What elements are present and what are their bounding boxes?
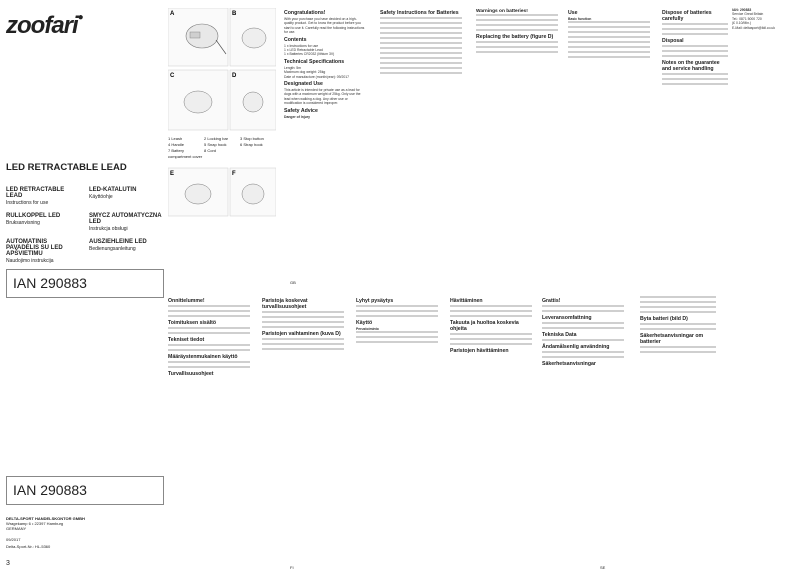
p1-col-4 xyxy=(568,8,650,61)
p1-col-1 xyxy=(284,8,366,119)
section-heading: Käyttö xyxy=(356,320,373,326)
sub-heading: Perustoiminto xyxy=(356,327,379,331)
ian-number: IAN 290883 xyxy=(13,482,87,498)
section-heading: Säkerhetsanvisningar om batterier xyxy=(640,333,704,345)
ian-number: IAN 290883 xyxy=(13,275,87,291)
battery-warning: Warnings on batteries! xyxy=(476,9,528,14)
section-heading: Paristoja koskevat turvallisuusohjeet xyxy=(262,298,308,310)
section-heading: Safety Instructions for Batteries xyxy=(380,10,459,16)
paw-icon: ● xyxy=(77,12,83,23)
lang-sub: Naudojimo instrukcija xyxy=(6,258,54,264)
footer-ref: Delta-Sport-Nr.: HL-5360 xyxy=(6,544,51,549)
section-heading: Leveransomfattning xyxy=(542,315,592,321)
lang-name: LED RETRACTABLE LEAD xyxy=(6,187,65,199)
lang-pl xyxy=(89,213,164,232)
page-lang-label: SE xyxy=(600,565,606,570)
lang-sub: Instrukcja obsługi xyxy=(89,226,128,232)
use-text: This article is intended for private use as a lead for dogs with a maximum weight of 25kg. Only use the lead when walking a dog. Any other use or modification is considered improper. xyxy=(284,88,361,106)
section-heading: Onnittelumme! xyxy=(168,298,205,304)
footer-address xyxy=(6,516,85,549)
p2-col-4 xyxy=(450,296,532,355)
section-heading: Toimituksen sisältö xyxy=(168,320,217,326)
p1-col-3 xyxy=(476,8,558,56)
intro-text: With your purchase you have decided on a high-quality product. Get to know the product before you start to use it. Carefully read the following instructions for use. xyxy=(284,17,365,35)
lang-de xyxy=(89,239,164,264)
brand-logo xyxy=(6,12,164,40)
section-heading: Määräystenmukainen käyttö xyxy=(168,354,238,360)
section-heading: Paristojen hävittäminen xyxy=(450,348,509,354)
content-item: 1 x LED Retractable Lead xyxy=(284,48,323,53)
contact-email: E-Mail: deltasport@lidl.co.uk xyxy=(732,25,776,30)
section-heading: Disposal xyxy=(662,38,684,44)
legend-item: 1 Leash xyxy=(168,136,183,141)
language-list xyxy=(6,187,164,264)
p1-col-2 xyxy=(380,8,462,77)
section-heading: Tekniska Data xyxy=(542,332,577,338)
section-heading: Hävittäminen xyxy=(450,298,483,304)
tech-item: Maximum dog weight: 25kg xyxy=(284,70,326,75)
section-heading: Safety Advice xyxy=(284,107,318,114)
content-item: 1 x Batteries CR2032 (lithium 3V) xyxy=(284,52,335,57)
section-heading: Takuuta ja huoltoa koskevia ohjeita xyxy=(450,320,519,332)
company-name: DELTA-SPORT HANDELSKONTOR GMBH xyxy=(6,516,85,521)
legend-item: 5 Snap hook xyxy=(204,142,227,147)
lang-name: SMYCZ AUTOMATYCZNA LED xyxy=(89,213,162,225)
section-heading: Turvallisuusohjeet xyxy=(168,371,214,377)
section-heading: Grattis! xyxy=(542,298,561,304)
section-heading: Use xyxy=(568,10,578,16)
figure-b-drawing xyxy=(242,28,266,48)
danger-heading: Danger of Injury xyxy=(284,114,310,119)
section-heading: Replacing the battery (figure D) xyxy=(476,34,554,41)
figure-label-f: F xyxy=(232,171,236,177)
content-item: 1 x Instructions for use xyxy=(284,43,319,48)
section-heading: Paristojen vaihtaminen (kuva D) xyxy=(262,331,341,337)
section-heading: Notes on the guarantee and service handling xyxy=(662,60,720,72)
figure-c-drawing xyxy=(184,91,212,113)
lang-sub: Bruksanvisning xyxy=(6,220,40,226)
page-lang-label: FI xyxy=(290,565,294,570)
brand-name: zoofari xyxy=(6,12,78,39)
p1-col-5 xyxy=(662,8,728,88)
legend-item: 3 Stop button xyxy=(240,136,264,141)
sub-heading: Basic function xyxy=(568,17,592,21)
contact-rate: (£ 0.10/Min.) xyxy=(732,21,752,26)
contact-tel: Tel.: 0871 5000 720 xyxy=(732,16,762,21)
tech-item: Date of manufacture (month/year): 09/2017 xyxy=(284,74,350,79)
service-contact xyxy=(732,8,796,30)
figure-label-e: E xyxy=(170,171,175,177)
section-heading: Congratulations! xyxy=(284,10,326,16)
button-drawing xyxy=(190,32,200,38)
contact-ian: IAN: 290883 xyxy=(732,8,752,12)
lang-sub: Käyttöohje xyxy=(89,194,113,200)
legend-item: 4 Handle xyxy=(168,142,185,147)
page-number: 3 xyxy=(6,560,10,567)
section-heading: Lyhyt pysäytys xyxy=(356,298,394,304)
footer-date: 09/2017 xyxy=(6,537,21,542)
section-heading: Säkerhetsanvisningar xyxy=(542,361,596,367)
lang-lt xyxy=(6,239,81,264)
lang-sub: Instructions for use xyxy=(6,200,49,206)
battery-drawing xyxy=(243,92,263,112)
section-heading: Contents xyxy=(284,36,307,43)
p2-col-2 xyxy=(262,296,344,353)
figure-label-c: C xyxy=(170,73,175,79)
section-heading: Designated Use xyxy=(284,81,323,88)
legend-item: 2 Locking bar xyxy=(204,136,229,141)
lang-sub: Bedienungsanleitung xyxy=(89,246,136,252)
section-heading: Byta batteri (bild D) xyxy=(640,316,688,322)
lang-fi xyxy=(89,187,164,206)
legend-item: 6 Strap hook xyxy=(240,142,263,147)
figure-f-drawing xyxy=(242,184,264,204)
lang-name: AUSZIEHLEINE LED xyxy=(89,239,147,245)
company-street: Wragekamp 6 • 22397 Hamburg xyxy=(6,521,64,526)
section-heading: Dispose of batteries carefully xyxy=(662,10,712,22)
lang-name: LED-KATALUTIN xyxy=(89,187,137,193)
legend-item: 7 Battery compartment cover xyxy=(168,148,203,159)
cover-title: LED RETRACTABLE LEAD xyxy=(6,162,127,173)
lang-se xyxy=(6,213,81,232)
section-heading: Technical Specifications xyxy=(284,58,345,65)
p2-col-5 xyxy=(542,296,624,368)
figure-label-a: A xyxy=(170,11,175,17)
section-heading: Tekniset tiedot xyxy=(168,337,205,343)
figure-legend xyxy=(168,136,276,160)
figure-e-drawing xyxy=(185,184,211,204)
page-lang-label: GB xyxy=(290,280,296,285)
lang-name: AUTOMATINIS PAVADĖLIS SU LED APŠVIETIMU xyxy=(6,239,63,257)
lang-gb xyxy=(6,187,81,206)
ian-box-bottom xyxy=(6,476,164,505)
figure-label-d: D xyxy=(232,73,237,79)
lang-name: RULLKOPPEL LED xyxy=(6,213,61,219)
cover-column xyxy=(6,6,164,566)
p2-col-6 xyxy=(640,296,716,356)
section-heading: Ändamålsenlig användning xyxy=(542,344,610,350)
contact-line: Service Great Britain xyxy=(732,12,764,17)
legend-item: 8 Cord xyxy=(204,148,217,153)
ian-box-top xyxy=(6,269,164,298)
p2-col-3 xyxy=(356,296,438,346)
company-country: GERMANY xyxy=(6,526,27,531)
p2-col-1 xyxy=(168,296,250,378)
tech-item: Length: 5m xyxy=(284,65,301,70)
figure-label-b: B xyxy=(232,11,237,17)
